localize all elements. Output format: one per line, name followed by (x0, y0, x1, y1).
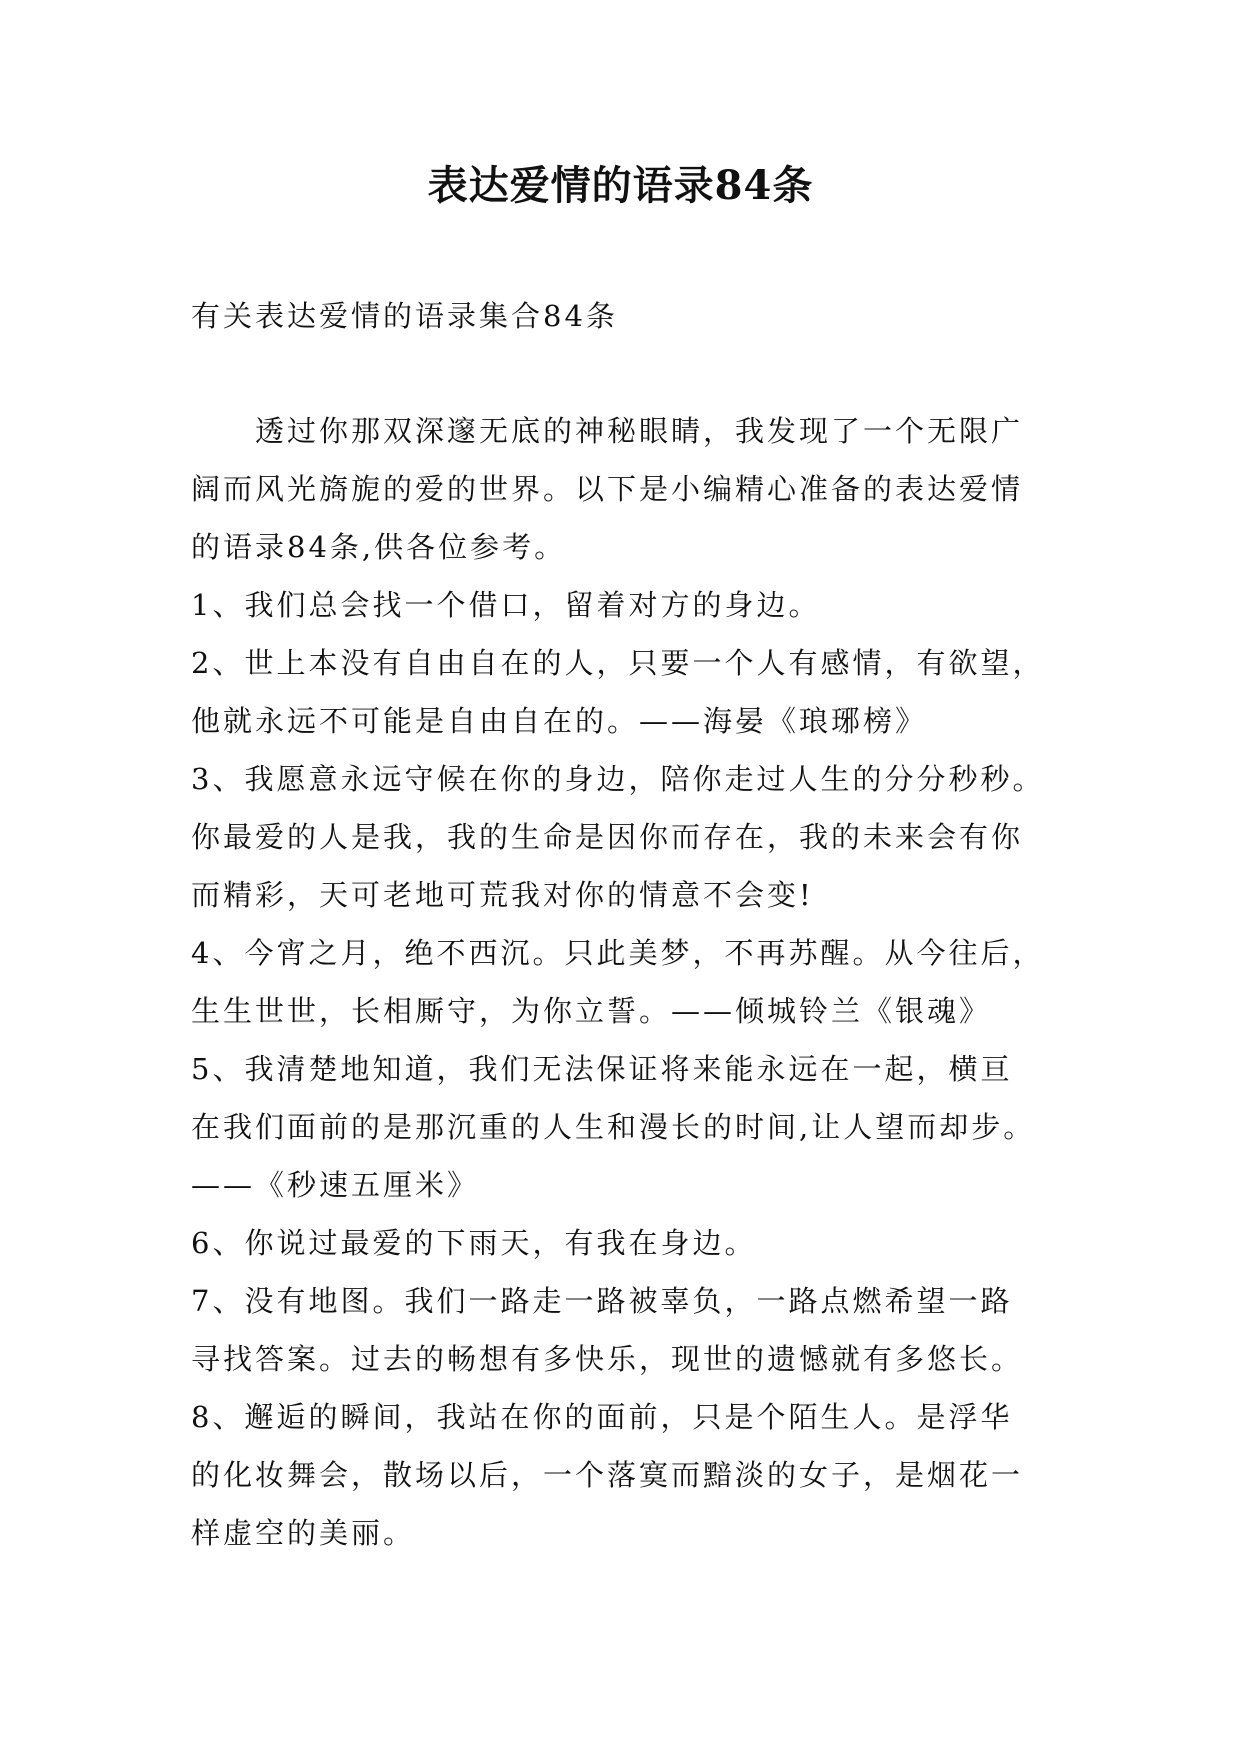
quote-item-8-cont: 样虚空的美丽。 (191, 1516, 416, 1550)
body-line: 阔而风光旖旎的爱的世界。以下是小编精心准备的表达爱情 (191, 472, 1024, 506)
quote-item-4: 4、今宵之月，绝不西沉。只此美梦，不再苏醒。从今往后， (191, 936, 1045, 970)
quote-item-5: 5、我清楚地知道，我们无法保证将来能永远在一起，横亘 (191, 1052, 1013, 1086)
document-title: 表达爱情的语录84条 (427, 162, 814, 209)
quote-item-3: 3、我愿意永远守候在你的身边，陪你走过人生的分分秒秒。 (191, 762, 1045, 796)
quote-item-4-cont: 生生世世，长相厮守，为你立誓。——倾城铃兰《银魂》 (191, 994, 992, 1028)
quote-item-2-cont: 他就永远不可能是自由自在的。——海晏《琅琊榜》 (191, 704, 928, 738)
quote-item-5-cont: 在我们面前的是那沉重的人生和漫长的时间,让人望而却步。 (191, 1110, 1036, 1144)
document-body (191, 402, 1071, 1562)
document-subtitle: 有关表达爱情的语录集合84条 (191, 299, 618, 333)
quote-item-3-cont: 而精彩，天可老地可荒我对你的情意不会变! (191, 878, 814, 912)
quote-item-8-cont: 的化妆舞会，散场以后，一个落寞而黯淡的女子，是烟花一 (191, 1458, 1024, 1492)
body-line: 透过你那双深邃无底的神秘眼睛，我发现了一个无限广 (255, 414, 1024, 448)
body-line: 的语录84条,供各位参考。 (191, 530, 567, 564)
quote-item-5-cont: ——《秒速五厘米》 (191, 1168, 480, 1202)
quote-item-1: 1、我们总会找一个借口，留着对方的身边。 (191, 588, 821, 622)
quote-item-2: 2、世上本没有自由自在的人，只要一个人有感情，有欲望， (191, 646, 1045, 680)
quote-item-6: 6、你说过最爱的下雨天，有我在身边。 (191, 1226, 757, 1260)
quote-item-7: 7、没有地图。我们一路走一路被辜负，一路点燃希望一路 (191, 1284, 1013, 1318)
quote-item-3-cont: 你最爱的人是我，我的生命是因你而存在，我的未来会有你 (191, 820, 1024, 854)
quote-item-8: 8、邂逅的瞬间，我站在你的面前，只是个陌生人。是浮华 (191, 1400, 1013, 1434)
quote-item-7-cont: 寻找答案。过去的畅想有多快乐，现世的遗憾就有多悠长。 (191, 1342, 1024, 1376)
